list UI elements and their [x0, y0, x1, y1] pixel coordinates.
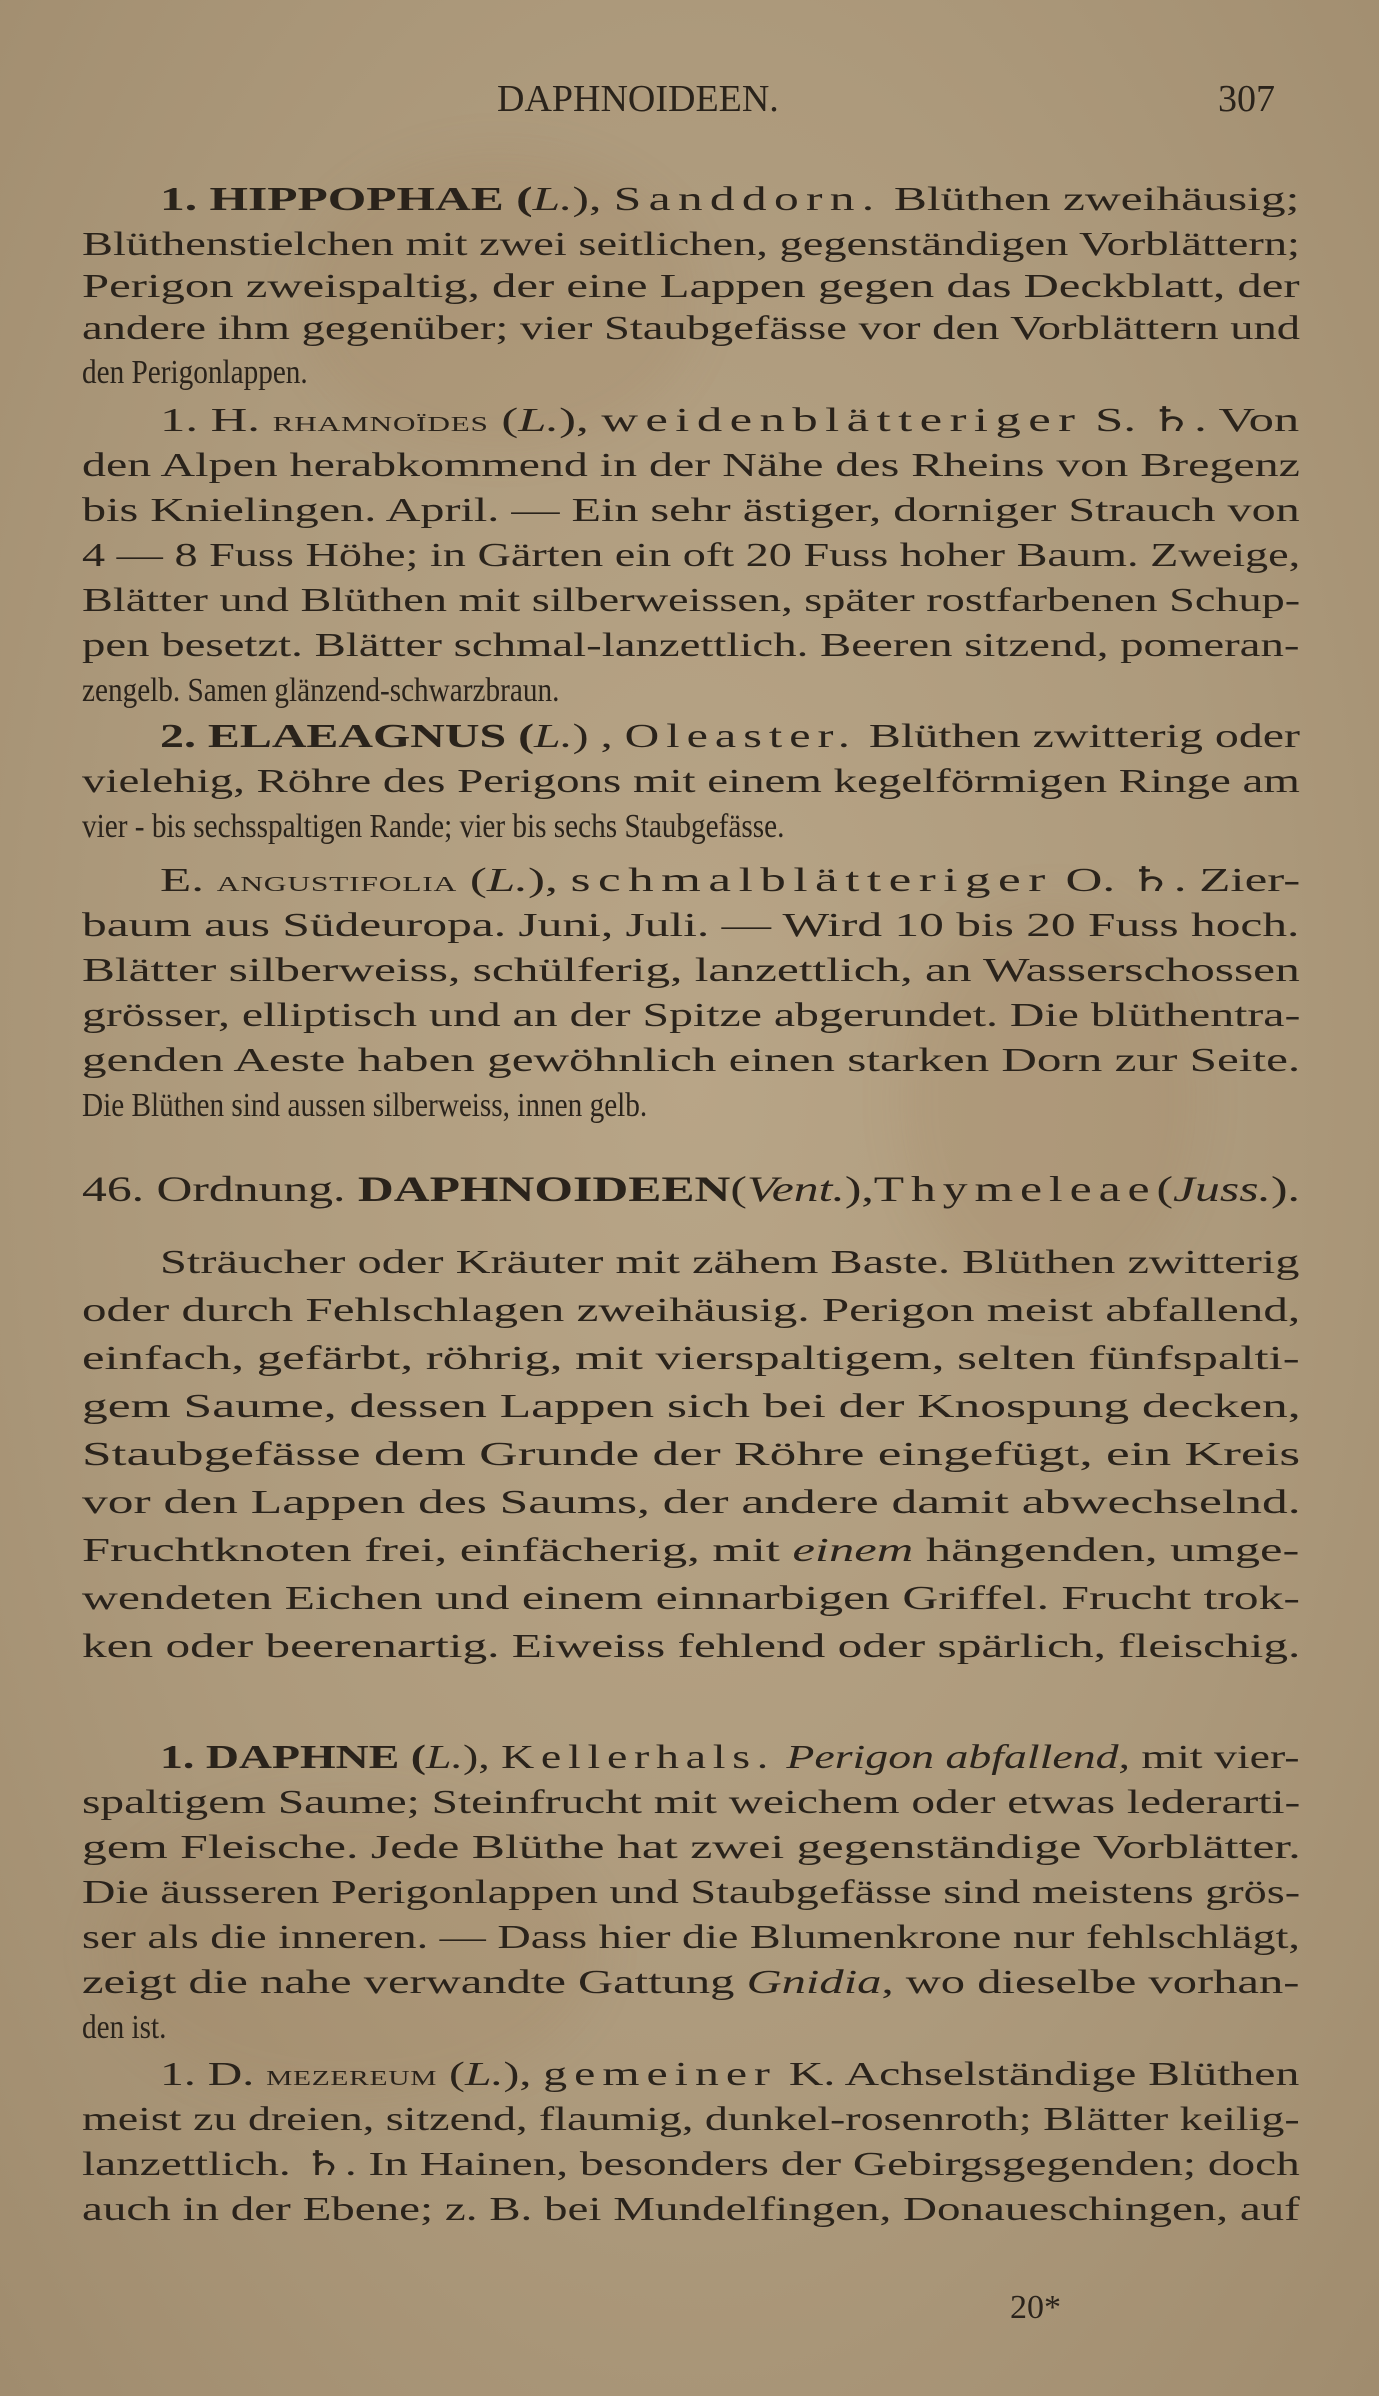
text-line: vor den Lappen des Saums, der andere damit abwechselnd.	[82, 1484, 1301, 1521]
genus-heading-daphne	[160, 1735, 1300, 1781]
text-line: zengelb. Samen glänzend-schwarzbraun.	[82, 672, 560, 709]
authority: L.	[464, 2056, 504, 2093]
text-line	[82, 1960, 1300, 2006]
text-line: bis Knielingen. April. — Ein sehr ästiger, dorniger Strauch von	[82, 492, 1300, 529]
text-line: lanzettlich. ♄. In Hainen, besonders der Gebirgsgegenden; doch	[82, 2146, 1300, 2183]
common-name: schmalblätteriger	[570, 862, 1053, 899]
species-number: 1. H.	[160, 402, 273, 439]
text-line: den Alpen herabkommend in der Nähe des Rheins von Bregenz	[82, 447, 1300, 484]
genus-name: 1. HIPPOPHAE (	[160, 181, 533, 218]
text-line: pen besetzt. Blätter schmal-lanzettlich. Beeren sitzend, pomeran-	[82, 627, 1300, 664]
punct: ),	[844, 1169, 874, 1209]
text-line: grösser, elliptisch und an der Spitze abgerundet. Die blüthentra-	[82, 997, 1301, 1034]
text-run: K. Achselständige Blüthen	[776, 2056, 1300, 2093]
text-run: S. ♄. Von	[1082, 402, 1300, 439]
text-run: Blüthen zwitterig oder	[856, 718, 1301, 755]
text-run: O. ♄. Zier-	[1052, 862, 1301, 899]
authority: L.	[425, 1739, 463, 1776]
order-name: DAPHNOIDEEN	[357, 1169, 731, 1209]
species-epithet: mezereum	[266, 2059, 438, 2092]
text-line: meist zu dreien, sitzend, flaumig, dunkel-rosenroth; Blätter keilig-	[82, 2101, 1300, 2138]
genus-name: 2. ELAEAGNUS (	[160, 718, 535, 755]
text-line: auch in der Ebene; z. B. bei Mundelfingen, Donaueschingen, auf	[82, 2191, 1300, 2228]
common-name: Sanddorn.	[613, 181, 882, 218]
text-line: baum aus Südeuropa. Juni, Juli. — Wird 10 bis 20 Fuss hoch.	[82, 907, 1300, 944]
text-line: Sträucher oder Kräuter mit zähem Baste. Blüthen zwitterig	[160, 1244, 1300, 1281]
punct: (	[488, 402, 519, 439]
authority: L.	[534, 718, 573, 755]
emphasis: Perigon abfallend,	[786, 1739, 1130, 1776]
authority: L.	[518, 402, 560, 439]
punct: ),	[559, 402, 602, 439]
text-line: den ist.	[82, 2009, 167, 2046]
species-number: E.	[160, 862, 217, 899]
authority: L.	[532, 181, 573, 218]
order-synonym: Thymeleae	[873, 1169, 1157, 1209]
text-line: Die Blüthen sind aussen silberweiss, innen gelb.	[82, 1087, 648, 1124]
text-line: spaltigem Saume; Steinfrucht mit weichem oder etwas lederarti-	[82, 1784, 1301, 1821]
text-run: mit vier-	[1129, 1739, 1300, 1776]
punct: ).	[1270, 1169, 1300, 1209]
text-line: 4 — 8 Fuss Höhe; in Gärten ein oft 20 Fuss hoher Baum. Zweige,	[82, 537, 1301, 574]
genus-name: 1. DAPHNE (	[160, 1739, 426, 1776]
text-run: , wo dieselbe vorhan-	[881, 1964, 1300, 2001]
authority: Juss.	[1173, 1169, 1271, 1209]
text-line: Perigon zweispaltig, der eine Lappen gegen das Deckblatt, der	[82, 268, 1300, 305]
common-name: weidenblätteriger	[601, 402, 1083, 439]
text-line: Blätter silberweiss, schülferig, lanzettlich, an Wasserschossen	[82, 952, 1300, 989]
species-heading-rhamnoides	[160, 398, 1300, 444]
text-line: vier - bis sechsspaltigen Rande; vier bis sechs Staubgefässe.	[82, 808, 785, 845]
genus-heading-elaeagnus	[160, 714, 1300, 760]
order-number: 46. Ordnung.	[82, 1169, 358, 1209]
text-line: gem Fleische. Jede Blüthe hat zwei gegenständige Vorblätter.	[82, 1829, 1301, 1866]
punct: (	[437, 2056, 465, 2093]
running-title: DAPHNOIDEEN.	[497, 78, 779, 120]
text-line: Die äusseren Perigonlappen und Staubgefässe sind meistens grös-	[82, 1874, 1301, 1911]
punct: (	[730, 1169, 747, 1209]
page-number: 307	[1218, 78, 1275, 120]
punct: (	[457, 862, 487, 899]
authority: Vent.	[746, 1169, 845, 1209]
text-line: den Perigonlappen.	[82, 354, 308, 391]
text-line: einfach, gefärbt, röhrig, mit vierspaltigem, selten fünfspalti-	[82, 1340, 1300, 1377]
text-line: Blüthenstielchen mit zwei seitlichen, gegenständigen Vorblättern;	[82, 226, 1300, 263]
text-line: genden Aeste haben gewöhnlich einen starken Dorn zur Seite.	[82, 1042, 1301, 1079]
species-heading-angustifolia	[160, 858, 1300, 904]
text-run: Blüthen zweihäusig;	[881, 181, 1300, 218]
text-line: wendeten Eichen und einem einnarbigen Griffel. Frucht trok-	[82, 1580, 1300, 1617]
punct	[775, 1739, 786, 1776]
punct: ),	[503, 2056, 544, 2093]
signature-mark: 20*	[1010, 2289, 1061, 2326]
text-line: andere ihm gegenüber; vier Staubgefässe vor den Vorblättern und	[82, 310, 1301, 347]
text-line: ken oder beerenartig. Eiweiss fehlend oder spärlich, fleischig.	[82, 1628, 1301, 1665]
text-line: ser als die inneren. — Dass hier die Blumenkrone nur fehlschlägt,	[82, 1919, 1300, 1956]
text-line	[82, 1528, 1300, 1574]
order-heading	[82, 1164, 1300, 1214]
punct: ),	[462, 1739, 502, 1776]
species-number: 1. D.	[160, 2056, 267, 2093]
text-line: Staubgefässe dem Grunde der Röhre eingefügt, ein Kreis	[82, 1436, 1301, 1473]
species-epithet: rhamnoïdes	[272, 405, 489, 438]
species-epithet: angustifolia	[216, 865, 458, 898]
common-name: gemeiner	[543, 2056, 777, 2093]
text-run: Fruchtknoten frei, einfächerig, mit	[82, 1532, 793, 1569]
common-name: Kellerhals.	[501, 1739, 775, 1776]
text-line: gem Saume, dessen Lappen sich bei der Knospung decken,	[82, 1388, 1301, 1425]
text-run: hängenden, umge-	[913, 1532, 1300, 1569]
species-heading-mezereum	[160, 2052, 1300, 2098]
text-line: oder durch Fehlschlagen zweihäusig. Perigon meist abfallend,	[82, 1292, 1301, 1329]
punct: (	[1156, 1169, 1174, 1209]
punct: ) ,	[572, 718, 625, 755]
text-line: Blätter und Blüthen mit silberweissen, später rostfarbenen Schup-	[82, 582, 1301, 619]
punct: ),	[572, 181, 614, 218]
text-line: vielehig, Röhre des Perigons mit einem kegelförmigen Ringe am	[82, 763, 1300, 800]
emphasis: einem	[792, 1532, 914, 1569]
punct: ),	[528, 862, 571, 899]
authority: L.	[486, 862, 529, 899]
common-name: Oleaster.	[624, 718, 857, 755]
genus-heading-hippophae	[160, 177, 1300, 223]
genus-reference: Gnidia	[746, 1964, 882, 2001]
text-run: zeigt die nahe verwandte Gattung	[82, 1964, 747, 2001]
